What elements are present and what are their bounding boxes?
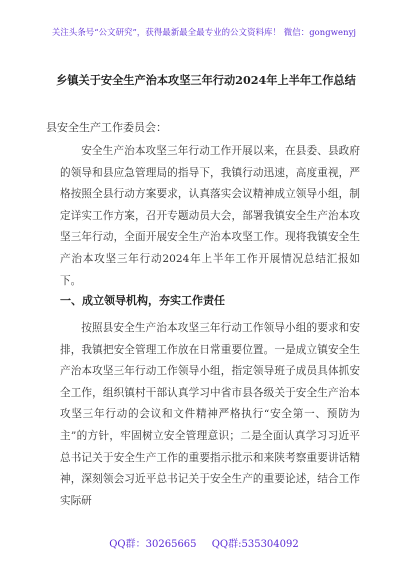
intro-paragraph-block: [60, 141, 360, 292]
salutation: 县安全生产工作委员会：: [46, 121, 167, 134]
footer-qq-group-2: QQ群:535304092: [211, 539, 299, 550]
section-1-paragraph: 按照县安全生产治本攻坚三年行动工作领导小组的要求和安排，我镇把安全管理工作放在日常重要位置。一是成立镇安全生产治本攻坚三年行动工作领导小组，指定领导班子成员具体抓安全工作，组织镇村干部认真学习中省市县各级关于安全生产治本攻坚三年行动的会议和文件精神严格执行“安全第一、预防为主”的方针，牢固树立安全管理意识；二是全面认真学习习近平总书记关于安全生产工作的重要指示批示和来陕考察重要讲话精神，深刻领会习近平总书记关于安全生产的重要论述，结合工作实际研: [60, 322, 360, 507]
footer: [0, 535, 408, 550]
header-banner: 关注头条号“公文研究”，获得最新最全最专业的公文资料库！ 微信：gongwenyj: [51, 27, 357, 37]
section-1-paragraph-block: [60, 318, 360, 512]
intro-paragraph: 安全生产治本攻坚三年行动工作开展以来，在县委、县政府的领导和县应急管理局的指导下，我镇行动迅速，高度重视，严格按照全县行动方案要求，认真落实会议精神成立领导小组，制定详实工作方案，召开专题动员大会，部署我镇安全生产治本攻坚三年行动，全面开展安全生产治本攻坚工作。现将我镇安全生产治本攻坚三年行动2024年上半年工作开展情况总结汇报如下。: [60, 145, 360, 287]
section-1-heading: 一、成立领导机构，夯实工作责任: [60, 294, 225, 307]
document-title: 乡镇关于安全生产治本攻坚三年行动2024年上半年工作总结: [56, 73, 356, 87]
footer-qq-group-1: QQ群：30265665: [109, 539, 197, 550]
